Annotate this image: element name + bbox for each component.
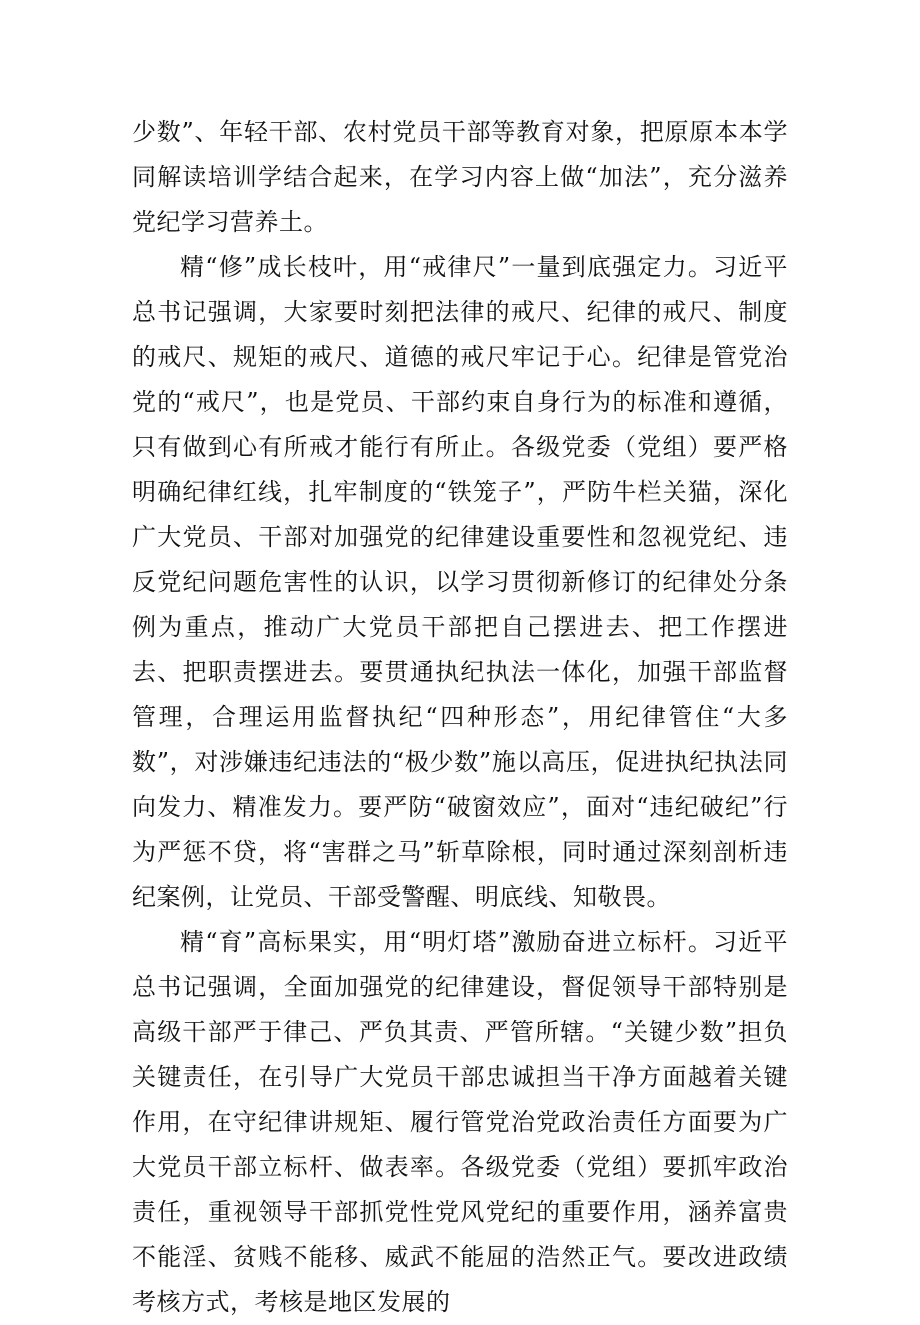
paragraph-3: 精“育”高标果实，用“明灯塔”激励奋进立标杆。习近平总书记强调，全面加强党的纪律建设，督促领导干部特别是高级干部严于律己、严负其责、严管所辖。“关键少数”担负关键责任，在引导广大党员干部忠诚担当干净方面越着关键作用，在守纪律讲规矩、履行管党治党政治责任方面要为广大党员干部立标杆、做表率。各级党委（党组）要抓牢政治责任，重视领导干部抓党性党风党纪的重要作用，涵养富贵不能淫、贫贱不能移、威武不能屈的浩然正气。要改进政绩考核方式，考核是地区发展的: [132, 928, 788, 1316]
paragraph-1: 少数”、年轻干部、农村党员干部等教育对象，把原原本本学同解读培训学结合起来，在学习内容上做“加法”，充分滋养党纪学习营养土。: [132, 118, 788, 236]
paragraph-2: 精“修”成长枝叶，用“戒律尺”一量到底强定力。习近平总书记强调，大家要时刻把法律的戒尺、纪律的戒尺、制度的戒尺、规矩的戒尺、道德的戒尺牢记于心。纪律是管党治党的“戒尺”，也是党员、干部约束自身行为的标准和遵循，只有做到心有所戒才能行有所止。各级党委（党组）要严格明确纪律红线，扎牢制度的“铁笼子”，严防牛栏关猫，深化广大党员、干部对加强党的纪律建设重要性和忽视党纪、违反党纪问题危害性的认识，以学习贯彻新修订的纪律处分条例为重点，推动广大党员干部把自己摆进去、把工作摆进去、把职责摆进去。要贯通执纪执法一体化，加强干部监督管理，合理运用监督执纪“四种形态”，用纪律管住“大多数”，对涉嫌违纪违法的“极少数”施以高压，促进执纪执法同向发力、精准发力。要严防“破窗效应”，面对“违纪破纪”行为严惩不贷，将“害群之马”斩草除根，同时通过深刻剖析违纪案例，让党员、干部受警醒、明底线、知敬畏。: [132, 253, 788, 911]
